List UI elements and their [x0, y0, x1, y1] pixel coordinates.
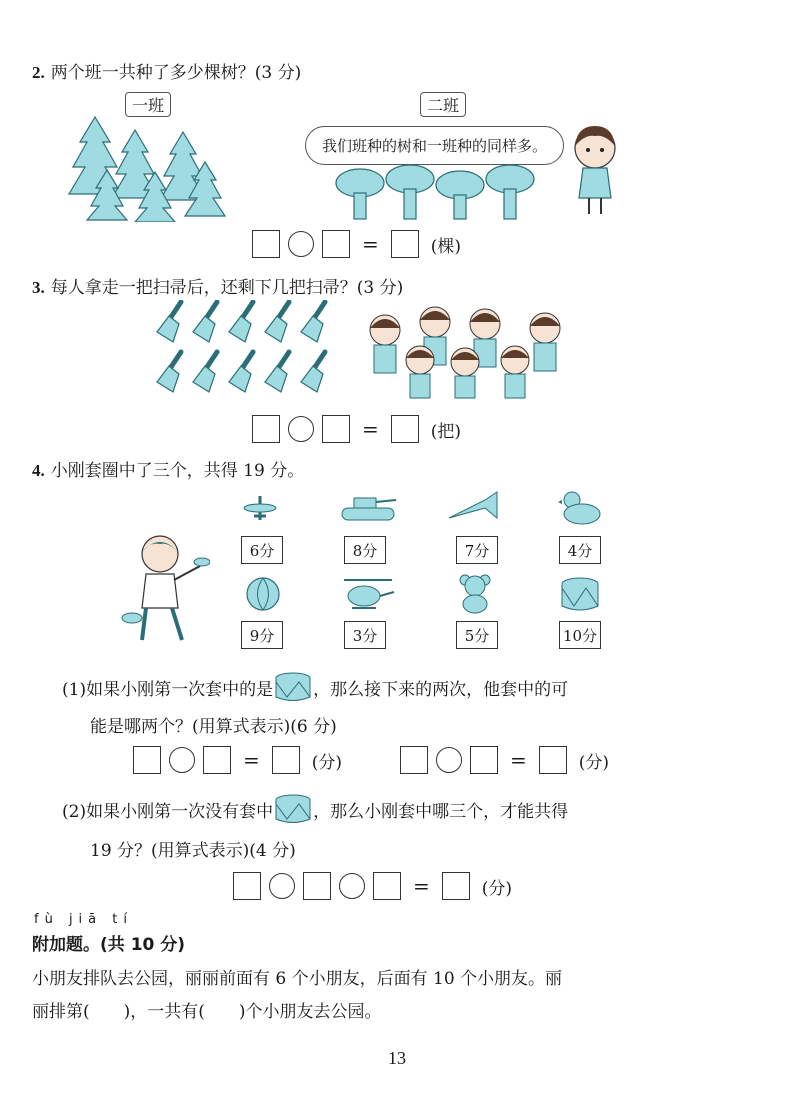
teddy-bear-icon	[455, 572, 495, 614]
child-icon	[501, 346, 529, 398]
answer-box[interactable]	[233, 872, 261, 900]
operator-circle[interactable]	[339, 873, 365, 899]
duck-icon	[558, 490, 602, 526]
operator-circle[interactable]	[169, 747, 195, 773]
answer-box[interactable]	[442, 872, 470, 900]
helicopter-icon	[340, 576, 396, 612]
broom-icon	[157, 302, 181, 342]
q4-sub1-line1: (1)如果小刚第一次套中的是 ，那么接下来的两次，他套中的可	[62, 670, 568, 704]
trumpet-icon	[445, 488, 505, 528]
round-tree-icon	[386, 165, 434, 219]
round-tree-icon	[336, 169, 384, 219]
answer-box[interactable]	[391, 415, 419, 443]
q4-prompt: 4. 小刚套圈中了三个，共得 19 分。	[32, 461, 305, 481]
q4-sub1-equation-b	[400, 746, 609, 774]
score-box: 7分	[456, 536, 498, 564]
brooms-illustration	[155, 300, 335, 400]
broom-icon	[265, 302, 289, 342]
answer-box[interactable]	[303, 872, 331, 900]
bonus-text-line1: 小朋友排队去公园，丽丽前面有 6 个小朋友，后面有 10 个小朋友。丽	[32, 969, 563, 989]
answer-box[interactable]	[252, 230, 280, 258]
answer-box[interactable]	[373, 872, 401, 900]
drum-icon	[558, 574, 602, 614]
q3-prompt: 3. 每人拿走一把扫帚后，还剩下几把扫帚？(3 分)	[32, 278, 404, 298]
girl-illustration	[565, 118, 625, 218]
score-box: 10分	[559, 621, 601, 649]
answer-box[interactable]	[322, 230, 350, 258]
q4-sub2-line1: (2)如果小刚第一次没有套中 ，那么小刚套中哪三个，才能共得	[62, 792, 568, 826]
boy-throwing-ring-illustration	[120, 530, 210, 650]
bonus-text-line2: 丽排第( )，一共有( )个小朋友去公园。	[32, 1002, 382, 1022]
broom-icon	[301, 352, 325, 392]
class2-round-trees-illustration	[330, 165, 560, 225]
answer-box[interactable]	[203, 746, 231, 774]
unit-label: (分)	[481, 878, 513, 899]
class1-label: 一班	[125, 92, 171, 117]
equals-sign: =	[243, 748, 260, 772]
unit-label: (把)	[430, 421, 462, 442]
answer-box[interactable]	[133, 746, 161, 774]
score-box: 9分	[241, 621, 283, 649]
operator-circle[interactable]	[288, 416, 314, 442]
score-box: 4分	[559, 536, 601, 564]
q4-sub2-equation	[233, 872, 512, 900]
child-icon	[406, 346, 434, 398]
child-icon	[451, 348, 479, 398]
page-number: 13	[388, 1048, 406, 1068]
children-group-illustration	[360, 300, 580, 400]
unit-label: (分)	[311, 752, 343, 773]
q4-sub2-line2: 19 分？(用算式表示)(4 分)	[90, 841, 296, 861]
equals-sign: =	[362, 232, 379, 256]
bonus-title: 附加题。(共 10 分)	[32, 935, 186, 955]
answer-box[interactable]	[470, 746, 498, 774]
airplane-icon	[240, 490, 280, 526]
answer-box[interactable]	[400, 746, 428, 774]
answer-box[interactable]	[252, 415, 280, 443]
round-tree-icon	[436, 171, 484, 219]
operator-circle[interactable]	[288, 231, 314, 257]
score-box: 5分	[456, 621, 498, 649]
broom-icon	[157, 352, 181, 392]
answer-box[interactable]	[391, 230, 419, 258]
broom-icon	[229, 352, 253, 392]
q4-sub1-equation-a	[133, 746, 342, 774]
class1-pine-trees-illustration	[55, 112, 235, 222]
equals-sign: =	[413, 874, 430, 898]
equals-sign: =	[510, 748, 527, 772]
broom-icon	[193, 302, 217, 342]
q2-equation	[252, 230, 461, 258]
ball-icon	[244, 575, 282, 613]
broom-icon	[265, 352, 289, 392]
answer-box[interactable]	[272, 746, 300, 774]
speech-bubble: 我们班种的树和一班种的同样多。	[305, 126, 564, 165]
operator-circle[interactable]	[269, 873, 295, 899]
q4-sub1-line2: 能是哪两个？(用算式表示)(6 分)	[90, 717, 337, 737]
score-box: 8分	[344, 536, 386, 564]
equals-sign: =	[362, 417, 379, 441]
unit-label: (分)	[578, 752, 610, 773]
answer-box[interactable]	[539, 746, 567, 774]
bonus-pinyin: fù jiā tí	[34, 912, 133, 927]
operator-circle[interactable]	[436, 747, 462, 773]
tank-icon	[338, 492, 398, 526]
broom-icon	[193, 352, 217, 392]
child-icon	[370, 315, 400, 373]
broom-icon	[301, 302, 325, 342]
score-box: 6分	[241, 536, 283, 564]
broom-icon	[229, 302, 253, 342]
unit-label: (棵)	[430, 236, 462, 257]
child-icon	[530, 313, 560, 371]
round-tree-icon	[486, 165, 534, 219]
class2-label: 二班	[420, 92, 466, 117]
drum-icon	[273, 670, 313, 704]
score-box: 3分	[344, 621, 386, 649]
q2-prompt: 2. 两个班一共种了多少棵树？(3 分)	[32, 63, 302, 83]
q3-equation	[252, 415, 461, 443]
answer-box[interactable]	[322, 415, 350, 443]
drum-icon	[273, 792, 313, 826]
